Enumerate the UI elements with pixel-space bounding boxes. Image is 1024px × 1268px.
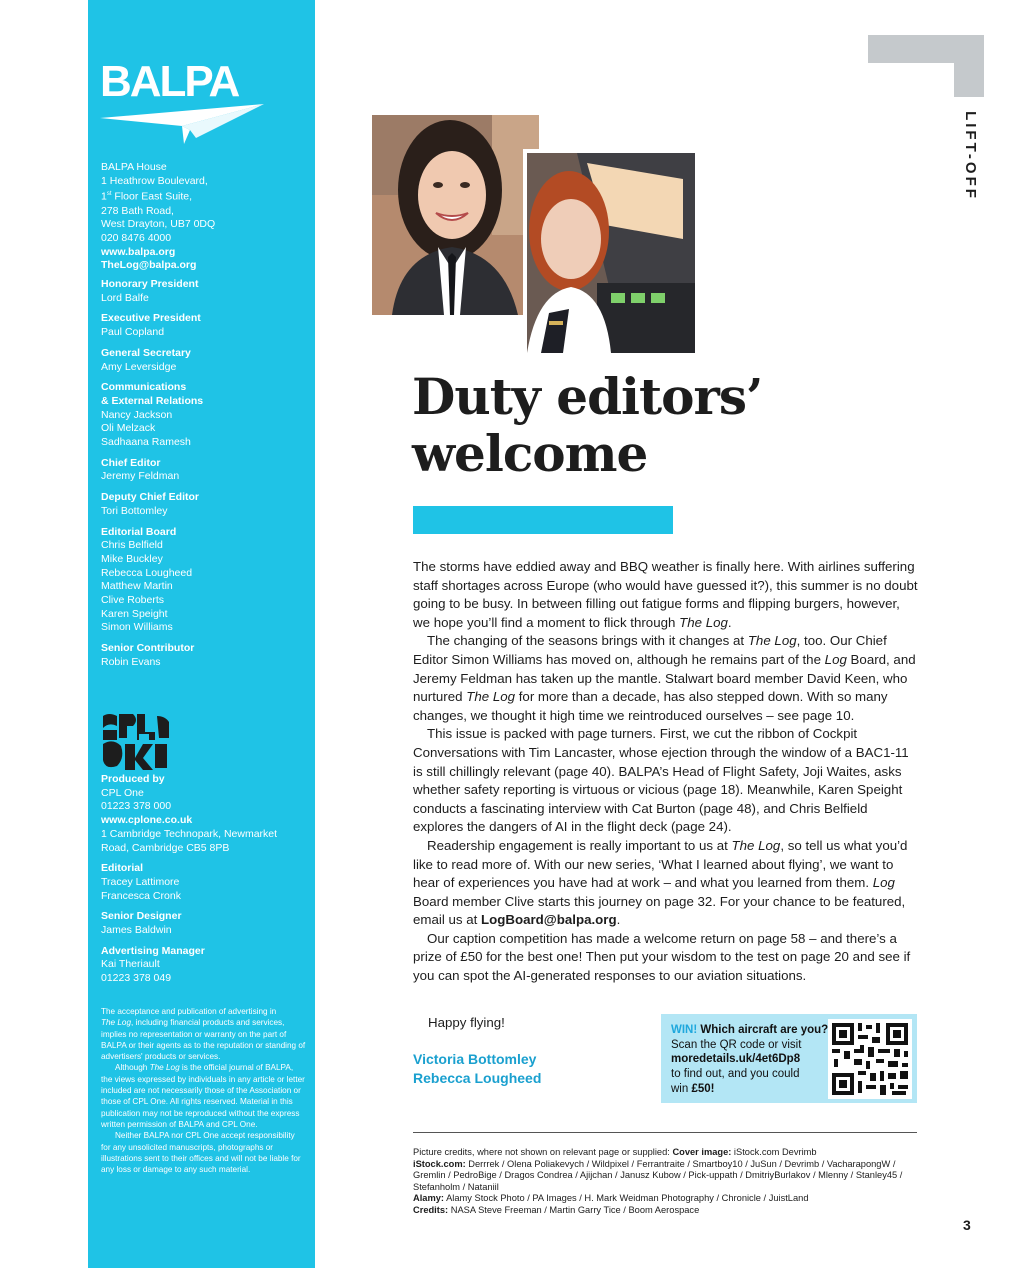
producer-company: CPL One: [101, 786, 144, 799]
staff-name: Amy Leversidge: [101, 360, 177, 373]
credits-line: iStock.com: Derrrek / Olena Poliakevych / Wildpixel / Ferrantraite / Smartboy10 / JuSun / Devrimb / VacharapongW / Gremlin / PedroBige / Dragos Condrea / Ajijchan / Janusz Kubow / Pick-uppath / DmitriyBurlakov / Mlenny / Stanley45 / Stefanholm / Nataniil: [413, 1158, 903, 1192]
produced-heading: Produced by: [101, 773, 165, 785]
staff-group: [101, 862, 306, 903]
qr-code-icon[interactable]: [828, 1019, 912, 1099]
title-line: Duty editors’: [412, 367, 763, 426]
page-title: [412, 368, 832, 482]
editor-photo-victoria: [372, 115, 539, 315]
staff-name: Jeremy Feldman: [101, 470, 180, 483]
balpa-logo: [100, 57, 270, 152]
staff-group: [101, 347, 306, 374]
paragraph: The changing of the seasons brings with it changes at The Log, too. Our Chief Editor Simon Williams has moved on, although he remains part of the Log Board, and Jeremy Feldman has taken up the mantle. Stalwart board member David Keen, who nurtured The Log for more than a decade, has also stepped down. With so many changes, we thought it high time we reintroduced ourselves – see page 10.: [413, 633, 916, 723]
signoff: Happy flying!: [428, 1015, 505, 1030]
staff-heading: Senior Designer: [101, 910, 182, 923]
address-line: West Drayton, UB7 0DQ: [101, 218, 216, 231]
staff-heading: Advertising Manager: [101, 944, 205, 957]
page-number: 3: [963, 1217, 971, 1233]
staff-name: Kai Theriault: [101, 958, 160, 971]
staff-name: James Baldwin: [101, 924, 172, 937]
competition-text: WIN! Which aircraft are you? Scan the QR code or visit moredetails.uk/4et6Dp8 to find out, and you could win £50!: [671, 1023, 841, 1097]
disclaimer-paragraph: Although The Log is the official journal of BALPA, the views expressed by individuals in any article or letter included are not necessarily those of the Association or those of CPL One. All rights reserved. Material in this publication may not be reproduced without the express written permission of BALPA and CPL One.: [101, 1063, 305, 1129]
staff-heading: & External Relations: [101, 394, 204, 407]
paragraph: Our caption competition has made a welcome return on page 58 – and there’s a prize of £50 for the best one! Then put your wisdom to the test on page 20 and see if you can spot the AI-generated responses to our aviation situations.: [413, 930, 911, 984]
balpa-logo-text: BALPA: [100, 57, 239, 106]
divider: [413, 1132, 917, 1133]
credits-line: Alamy: Alamy Stock Photo / PA Images / H. Mark Weidman Photography / Chronicle / JuistLand: [413, 1193, 809, 1204]
win-question: Which aircraft are you?: [697, 1024, 829, 1036]
competition-box: [661, 1014, 917, 1103]
staff-name: Paul Copland: [101, 326, 165, 339]
staff-heading: Communications: [101, 381, 187, 394]
staff-name: Clive Roberts: [101, 594, 165, 607]
signature-name: Victoria Bottomley: [413, 1051, 537, 1067]
staff-name: Rebecca Lougheed: [101, 566, 193, 579]
staff-heading: Executive President: [101, 312, 201, 325]
staff-name: Simon Williams: [101, 621, 173, 634]
paragraph: The storms have eddied away and BBQ weather is finally here. With airlines suffering staff shortages across Europe (who would have guessed it?), this summer is no doubt going to be busy. In between filling out fatigue forms and flipping burgers, however, we hope you’ll find a moment to flick through The Log.: [413, 559, 918, 630]
staff-name: Chris Belfield: [101, 539, 163, 552]
staff-group: [101, 526, 306, 636]
staff-group: [101, 381, 306, 450]
staff-heading: Deputy Chief Editor: [101, 491, 200, 504]
accent-bar: [413, 506, 673, 534]
staff-phone: 01223 378 049: [101, 972, 172, 985]
signatures: [413, 1050, 541, 1088]
staff-name: Tori Bottomley: [101, 504, 168, 517]
disclaimer: [101, 1006, 306, 1175]
staff-group: [101, 642, 306, 669]
producer-address: Road, Cambridge CB5 8PB: [101, 841, 230, 854]
paragraph: Readership engagement is really important to us at The Log, so tell us what you’d like to read more of. With our new series, ‘What I learned about flying’, we want to hear of experiences you have had at work – and what you learned from them. Log Board member Clive starts this journey on page 32. For your chance to be featured, email us at LogBoard@balpa.org.: [413, 837, 908, 928]
staff-heading: Senior Contributor: [101, 642, 195, 655]
credits-line: Credits: NASA Steve Freeman / Martin Garry Tice / Boom Aerospace: [413, 1204, 700, 1215]
section-label: LIFT-OFF: [962, 111, 979, 201]
staff-name: Karen Speight: [101, 607, 168, 620]
staff-name: Matthew Martin: [101, 580, 173, 593]
staff-heading: Chief Editor: [101, 456, 161, 469]
disclaimer-paragraph: Neither BALPA nor CPL One accept responsibility for any unsolicited manuscripts, photographs or illustrations sent to their offices and will not be liable for any loss or damage to any such material.: [101, 1131, 301, 1175]
staff-name: Oli Melzack: [101, 422, 156, 435]
staff-heading: Editorial: [101, 862, 144, 875]
staff-name: Sadhaana Ramesh: [101, 436, 191, 449]
staff-heading: Editorial Board: [101, 525, 177, 538]
title-line: welcome: [412, 424, 648, 483]
staff-name: Tracey Lattimore: [101, 875, 180, 888]
staff-group: [101, 910, 306, 937]
cpl-one-logo-icon: [101, 712, 171, 770]
address-line: 278 Bath Road,: [101, 204, 174, 217]
paragraph: This issue is packed with page turners. First, we cut the ribbon of Cockpit Conversations with Tim Lancaster, whose ejection through the window of a BAC1-11 is still chillingly relevant (page 40). BALPA’s Head of Flight Safety, Joji Waites, asks whether safety reporting is virtuous or vicious (page 18). Meanwhile, Karen Speight conducts a fascinating interview with Cat Burton (page 48), and Chris Belfield explores the dangers of AI in the flight deck (page 24).: [413, 726, 909, 835]
staff-group: [101, 312, 306, 339]
address-line: 1 Heathrow Boulevard,: [101, 174, 208, 187]
editor-photo-rebecca: [523, 149, 699, 357]
article-body: [413, 558, 919, 986]
win-url-link[interactable]: moredetails.uk/4et6Dp8: [671, 1053, 801, 1066]
disclaimer-paragraph: The Log, including financial products and services, implies no representation or warranty on the part of BALPA or their agents as to the reputation or standing of advertisers' products or services.: [101, 1018, 306, 1062]
producer-address: 1 Cambridge Technopark, Newmarket: [101, 827, 278, 840]
phone-number: 020 8476 4000: [101, 232, 172, 245]
staff-name: Robin Evans: [101, 655, 161, 668]
signature-name: Rebecca Lougheed: [413, 1070, 542, 1086]
email-link[interactable]: LogBoard@balpa.org: [481, 912, 617, 928]
producer-phone: 01223 378 000: [101, 800, 172, 813]
staff-heading: General Secretary: [101, 346, 191, 359]
win-line: Scan the QR code or visit: [671, 1038, 802, 1051]
credits-line: Picture credits, where not shown on relevant page or supplied: Cover image: iStock.com Devrimb: [413, 1147, 817, 1157]
staff-list: [101, 278, 306, 677]
paper-plane-icon: [100, 98, 270, 146]
win-label: WIN!: [671, 1024, 698, 1036]
masthead-sidebar: [88, 0, 315, 1268]
staff-heading: Honorary President: [101, 278, 199, 290]
website-link[interactable]: www.balpa.org: [101, 245, 176, 258]
disclaimer-line: The acceptance and publication of advertising in: [101, 1007, 277, 1016]
staff-group: [101, 457, 306, 484]
staff-group: [101, 278, 306, 305]
picture-credits: [413, 1147, 925, 1217]
staff-group: [101, 491, 306, 518]
staff-name: Nancy Jackson: [101, 408, 173, 421]
win-prize: £50!: [691, 1082, 715, 1095]
staff-name: Mike Buckley: [101, 552, 163, 565]
staff-group: [101, 945, 306, 986]
email-link[interactable]: TheLog@balpa.org: [101, 259, 197, 272]
production-credits: [101, 773, 306, 993]
staff-name: Francesca Cronk: [101, 889, 181, 902]
address-block: [101, 161, 306, 273]
producer-website-link[interactable]: www.cplone.co.uk: [101, 814, 193, 827]
staff-name: Lord Balfe: [101, 291, 149, 304]
win-line: to find out, and you could: [671, 1068, 800, 1081]
section-tab-marker: [954, 35, 984, 97]
address-line: 1st Floor East Suite,: [101, 190, 193, 203]
address-line: BALPA House: [101, 161, 167, 173]
